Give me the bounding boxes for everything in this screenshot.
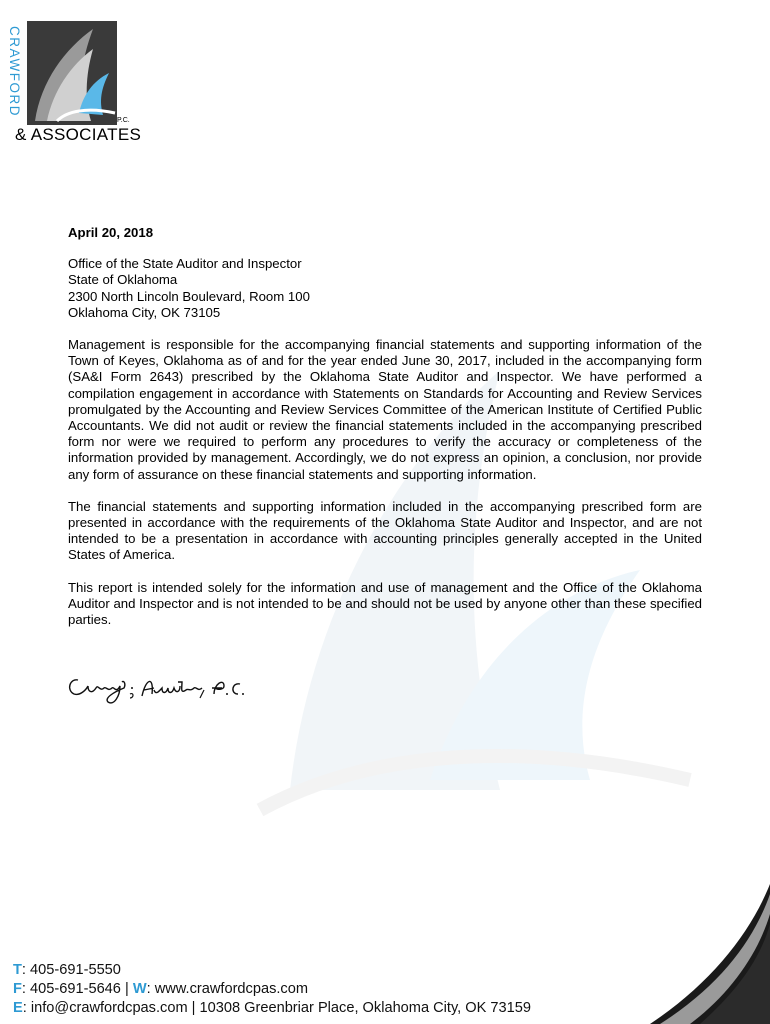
fax-key: F bbox=[13, 981, 22, 997]
paragraph-responsibility: Management is responsible for the accompanying financial statements and supporting information of the Town of Keyes, Oklahoma as of and for the year ended June 30, 2017, included in the accompanying form (SA&I Form 2643) prescribed by the Oklahoma State Auditor and Inspector. We have performed a compilation engagement in accordance with Statements on Standards for Accounting and Review Services promulgated by the Accounting and Review Services Committee of the American Institute of Certified Public Accountants. We did not audit or review the financial statements included in the accompanying prescribed form nor were we required to perform any procedures to verify the accuracy or completeness of the information provided by management. Accordingly, we do not express an opinion, a conclusion, nor provide any form of assurance on these financial statements and supporting information. bbox=[68, 337, 702, 482]
recipient-address bbox=[68, 256, 702, 321]
recipient-line: Office of the State Auditor and Inspector bbox=[68, 256, 302, 272]
recipient-line: State of Oklahoma bbox=[68, 272, 178, 288]
footer-email-line bbox=[13, 999, 573, 1018]
web-key: W bbox=[132, 981, 147, 997]
recipient-line: Oklahoma City, OK 73105 bbox=[68, 304, 221, 320]
footer-contact bbox=[13, 961, 573, 1018]
email-address[interactable]: : info@crawfordcpas.com | 10308 Greenbriar Place, Oklahoma City, OK 73159 bbox=[22, 1000, 532, 1016]
footer-fax-web-line bbox=[13, 980, 573, 999]
phone-key: T bbox=[13, 962, 22, 978]
letter-date: April 20, 2018 bbox=[68, 225, 154, 240]
logo-mark-icon bbox=[27, 21, 117, 125]
fax-number: : 405-691-5646 | bbox=[21, 981, 133, 997]
phone-number: : 405-691-5550 bbox=[21, 962, 121, 978]
website-link[interactable]: : www.crawfordcpas.com bbox=[146, 981, 308, 997]
footer-corner-swoosh bbox=[650, 884, 770, 1024]
paragraph-restriction: This report is intended solely for the information and use of management and the Office of the Oklahoma Auditor and Inspector and is not intended to be and should not be used by anyone other than these specified parties. bbox=[68, 579, 702, 628]
logo-pc-suffix: P.C. bbox=[117, 117, 130, 124]
paragraph-presentation: The financial statements and supporting information included in the accompanying prescribed form are presented in accordance with the requirements of the Oklahoma State Auditor and Inspector, and are not intended to be a presentation in accordance with accounting principles generally accepted in the United States of America. bbox=[68, 498, 702, 563]
logo-firm-vertical: CRAWFORD bbox=[7, 25, 22, 117]
email-key: E bbox=[13, 1000, 23, 1016]
footer-phone-line bbox=[13, 961, 573, 980]
recipient-line: 2300 North Lincoln Boulevard, Room 100 bbox=[68, 288, 310, 304]
firm-logo bbox=[2, 8, 142, 144]
handwritten-signature bbox=[64, 668, 264, 710]
letter-body bbox=[68, 225, 702, 644]
logo-firm-name: & ASSOCIATES bbox=[15, 125, 142, 144]
